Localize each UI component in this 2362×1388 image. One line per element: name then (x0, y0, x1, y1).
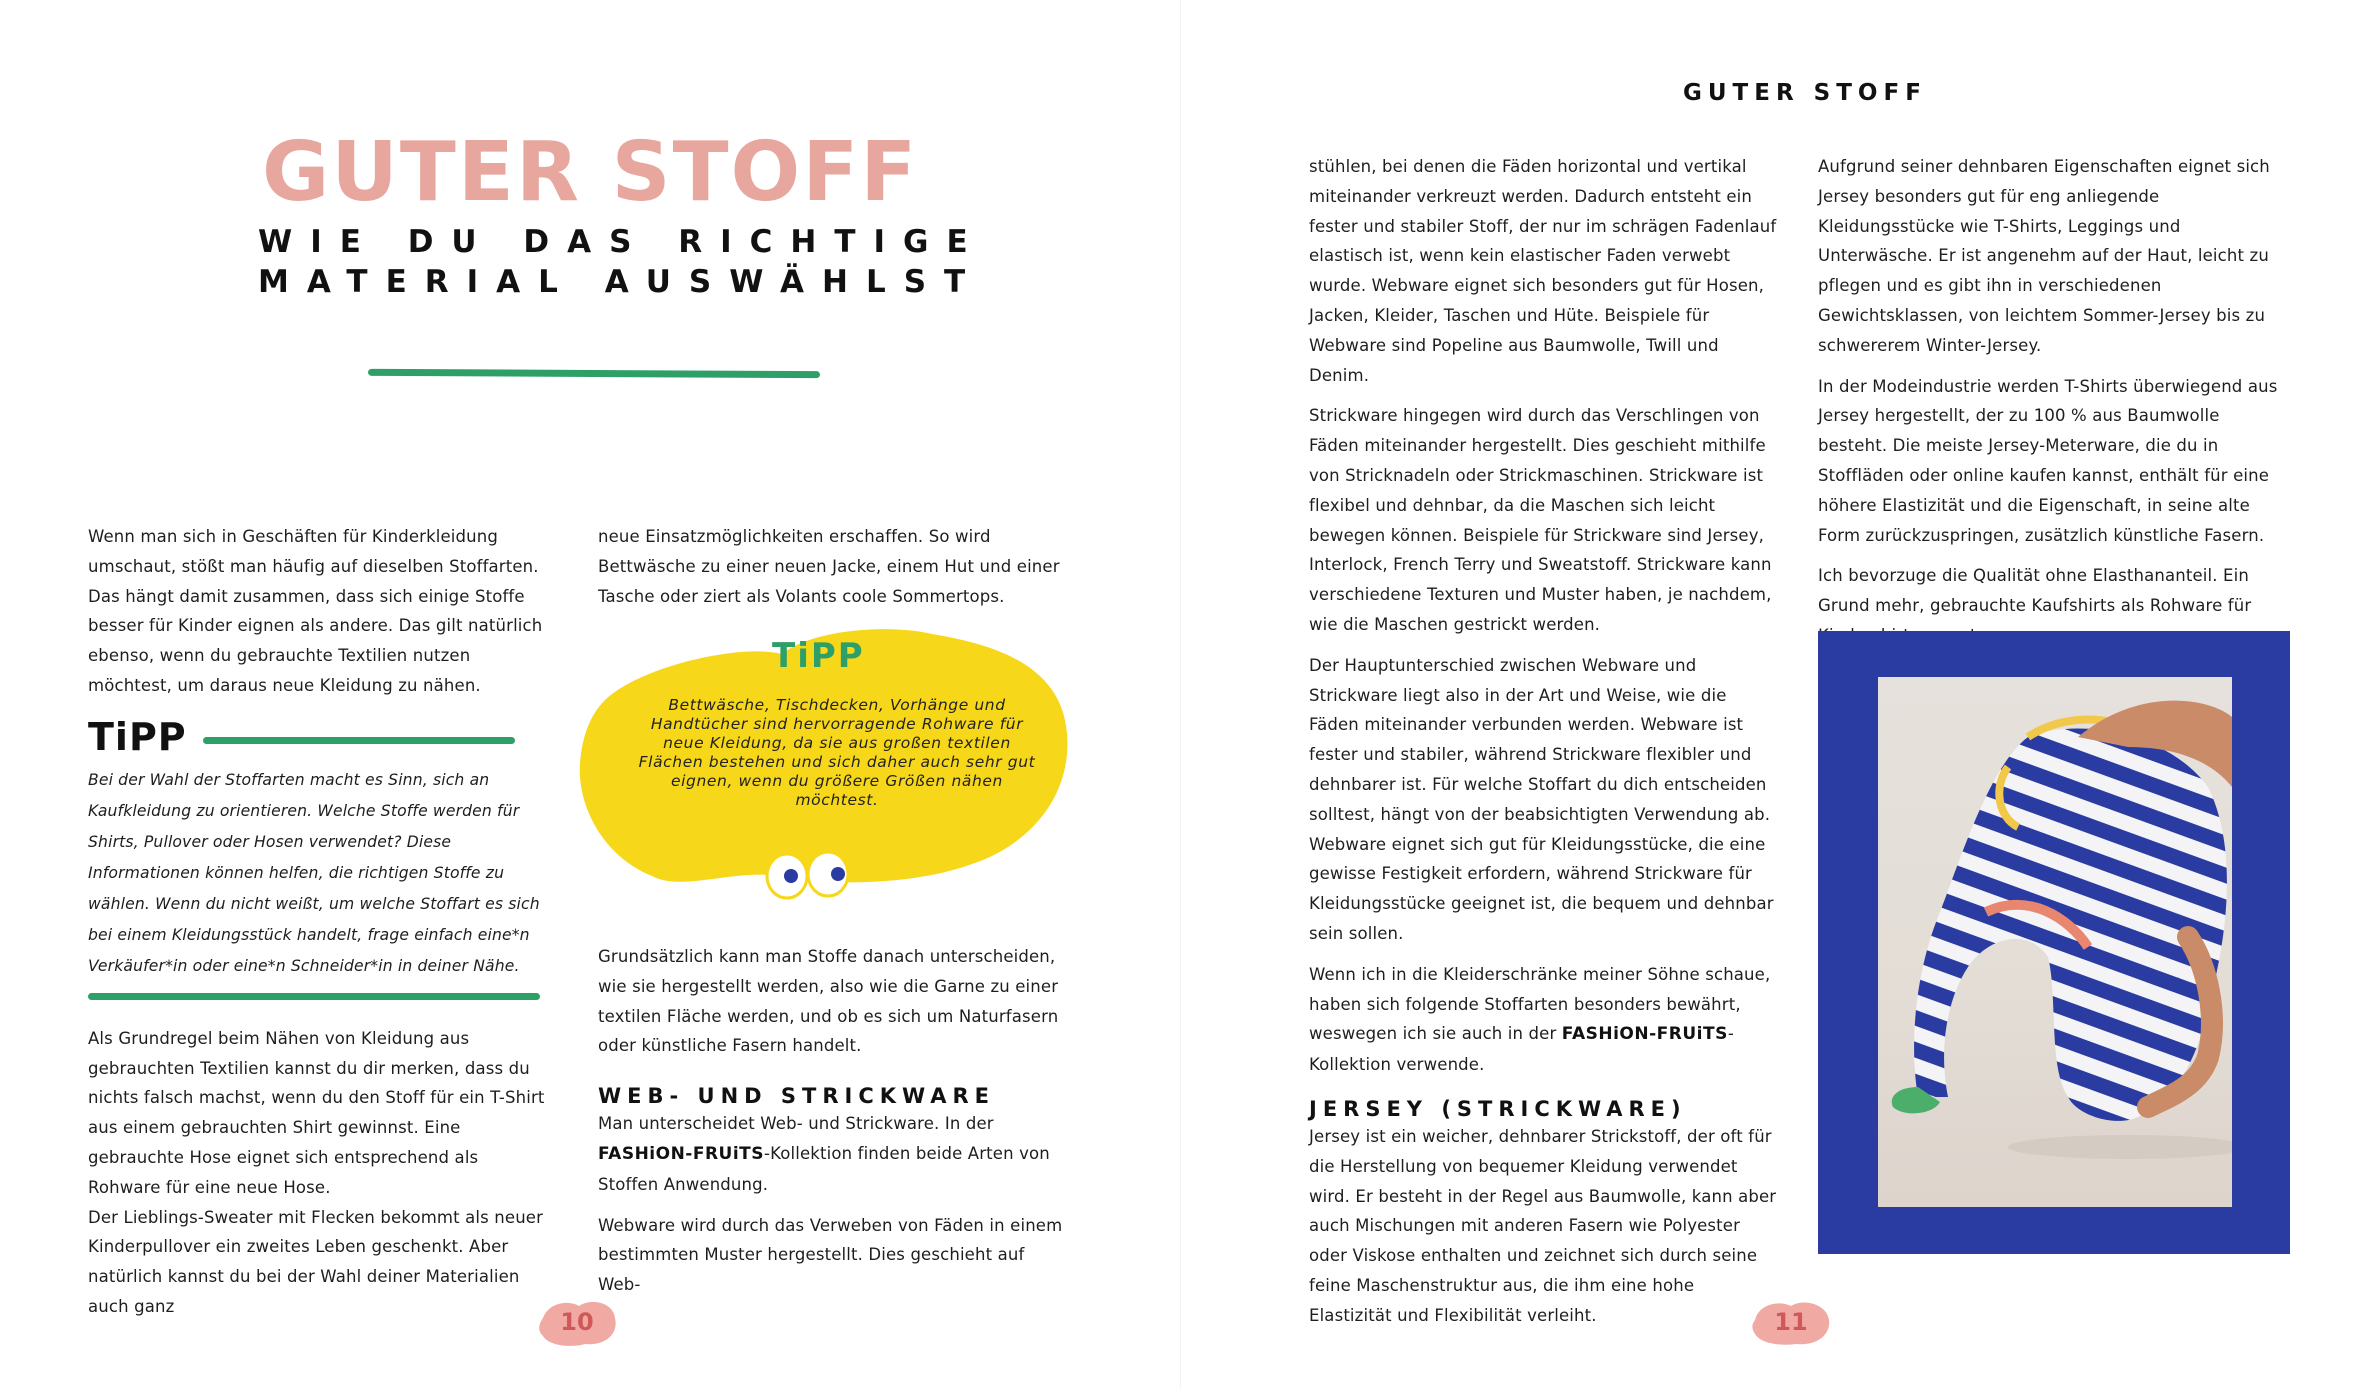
difference-paragraph: Der Hauptunterschied zwischen Webware und Strickware liegt also in der Art und Weise, wie die Fäden miteinander verbunden werden. Webware ist fester und stabiler, während Strickware flexibler und dehnbarer ist. Für welche Stoffart du dich entscheiden solltest, hängt von der beabsichtigten Verwendung ab. Webware eignet sich gut für Kleidungsstücke, die eine gewisse Festigkeit erfordern, während Strickware für Kleidungsstücke geeignet ist, die bequem und dehnbar sein sollen. (1309, 655, 1774, 943)
distinguish-paragraph: Grundsätzlich kann man Stoffe danach unterscheiden, wie sie hergestellt werden, also wie die Garne zu einer textilen Fläche werden, und ob es sich um Naturfasern oder künstliche Fasern handelt. (598, 947, 1059, 1056)
intro-paragraph: Wenn man sich in Geschäften für Kinderkleidung umschaut, stößt man häufig auf dieselben Stoffarten. Das hängt damit zusammen, dass sich einige Stoffe besser für Kinder eignen als andere. Das gilt natürlich ebenso, wenn du gebrauchte Textilien nutzen möchtest, um daraus neue Kleidung zu nähen. (88, 527, 543, 695)
chapter-title: GUTER STOFF (262, 125, 919, 220)
subtitle-line-1: WIE DU DAS RICHTIGE (258, 224, 986, 260)
left-column-2-lower (598, 942, 1068, 1300)
page-number-left: 10 (535, 1298, 619, 1348)
web-strick-intro: Man unterscheidet Web- und Strickware. In der FASHiON-FRUiTS-Kollektion finden beide Arten von Stoffen Anwendung. (598, 1114, 1050, 1194)
tipp-heading-stroke (203, 737, 515, 744)
web-strick-heading: WEB- UND STRICKWARE (598, 1084, 996, 1109)
tipp-box (88, 714, 554, 1000)
left-column-2 (598, 522, 1068, 611)
tipp-heading: TiPP (88, 714, 187, 759)
left-column-1 (88, 522, 554, 1322)
jersey-properties-paragraph: Aufgrund seiner dehnbaren Eigenschaften eignet sich Jersey besonders gut für eng anliegende Kleidungsstücke wie T-Shirts, Leggings und Unterwäsche. Er ist angenehm auf der Haut, leicht zu pflegen und es gibt ihn in verschiedenen Gewichtsklassen, von leichtem Sommer-Jersey bis zu schwererem Winter-Jersey. (1818, 157, 2270, 355)
industry-paragraph: In der Modeindustrie werden T-Shirts überwiegend aus Jersey hergestellt, der zu 100 % aus Baumwolle besteht. Die meiste Jersey-Meterware, die du in Stoffläden oder online kaufen kannst, enthält für eine höhere Elastizität und die Eigenschaft, in seine alte Form zurückzuspringen, zusätzlich künstliche Fasern. (1818, 376, 2278, 545)
wardrobe-paragraph: Wenn ich in die Kleiderschränke meiner Söhne schaue, haben sich folgende Stoffarten besonders bewährt, weswegen ich sie auch in der FASHiON-FRUiTS-Kollektion verwende. (1309, 964, 1771, 1075)
preference-paragraph: Ich bevorzuge die Qualität ohne Elasthananteil. Ein Grund mehr, gebrauchte Kaufshirts als Rohware für (1818, 566, 2252, 616)
brand-name: FASHiON-FRUiTS (598, 1143, 765, 1164)
continued-paragraph: neue Einsatzmöglichkeiten erschaffen. So wird Bettwäsche zu einer neuen Jacke, einem Hut und einer Tasche oder ziert als Volants coole Sommertops. (598, 527, 1060, 606)
webware-paragraph: Webware wird durch das Verweben von Fäden in einem bestimmten Muster hergestellt. Dies geschieht auf Web- (598, 1215, 1063, 1295)
chapter-subtitle (258, 222, 986, 302)
right-column-2 (1818, 152, 2292, 651)
subtitle-line-2: MATERIAL AUSWÄHLST (258, 264, 984, 300)
brand-name: FASHiON-FRUiTS (1561, 1024, 1728, 1045)
child-illustration (1878, 677, 2232, 1207)
webstuhl-paragraph: stühlen, bei denen die Fäden horizontal und vertikal miteinander verkreuzt werden. Dadurch entsteht ein fester und stabiler Stoff, der nur im schrägen Fadenlauf elastisch ist, wenn kein elastischer Faden verwebt wurde. Webware eignet sich besonders gut für Hosen, Jacken, Kleider, Taschen und Hüte. Beispiele für Webware sind Popeline aus Baumwolle, Twill und Denim. (1309, 157, 1777, 385)
strickware-paragraph: Strickware hingegen wird durch das Verschlingen von Fäden miteinander hergestellt. Dies geschieht mithilfe von Stricknadeln oder Strickmaschinen. Strickware ist flexibel und dehnbar, da die Maschen sich leicht bewegen können. Beispiele für Strickware sind Jersey, Interlock, French Terry und Sweatstoff. Strickware kann verschiedene Texturen und Muster haben, je nachdem, wie die Maschen gestrickt werden. (1309, 406, 1772, 634)
running-head: GUTER STOFF (1683, 80, 1927, 106)
jersey-heading: JERSEY (STRICKWARE) (1309, 1096, 1687, 1121)
jersey-paragraph: Jersey ist ein weicher, dehnbarer Strickstoff, der oft für die Herstellung von bequemer Kleidung verwendet wird. Er besteht in der Regel aus Baumwolle, kann aber auch Mischungen mit anderen Fasern wie Polyester oder Viskose enthalten und zeichnet sich durch seine feine Maschenstruktur aus, die ihm eine hohe Elastizität und Flexibilität verleiht. (1309, 1126, 1777, 1325)
right-column-1 (1309, 152, 1781, 1330)
tipp-bottom-stroke (88, 993, 540, 1000)
sweater-paragraph: Der Lieblings-Sweater mit Flecken bekommt als neuer Kinderpullover ein zweites Leben geschenkt. Aber natürlich kannst du bei der Wahl deiner Materialien auch ganz (88, 1207, 544, 1316)
page-number-right: 11 (1749, 1298, 1833, 1348)
tipp-text: Bei der Wahl der Stoffarten macht es Sinn, sich an Kaufkleidung zu orientieren. Welche Stoffe werden für Shirts, Pullover oder Hosen verwendet? Diese Informationen können helfen, die richtigen Stoffe zu wählen. Wenn du nicht weißt, um welche Stoffart es sich bei einem Kleidungsstück handelt, frage einfach eine*n Verkäufer*in oder eine*n Schneider*in in deiner Nähe. (88, 770, 540, 975)
blob-tipp-title: TiPP (772, 636, 865, 676)
title-underline-stroke (368, 369, 820, 378)
blob-tipp-text: Bettwäsche, Tischdecken, Vorhänge und Handtücher sind hervorragende Rohware für neue Kleidung, da sie aus großen textilen Flächen bestehen und sich daher auch sehr gut eignen, wenn du größere Größen nähen möchtest. (638, 696, 1036, 809)
rule-paragraph: Als Grundregel beim Nähen von Kleidung aus gebrauchten Textilien kannst du dir merken, dass du nichts falsch machst, wenn du den Stoff für ein T-Shirt aus einem gebrauchten Shirt gewinnst. Eine gebrauchte Hose eignet sich entsprechend als Rohware für eine neue Hose. (88, 1028, 545, 1197)
child-photo (1878, 677, 2232, 1207)
tipp-blob (572, 624, 1072, 914)
